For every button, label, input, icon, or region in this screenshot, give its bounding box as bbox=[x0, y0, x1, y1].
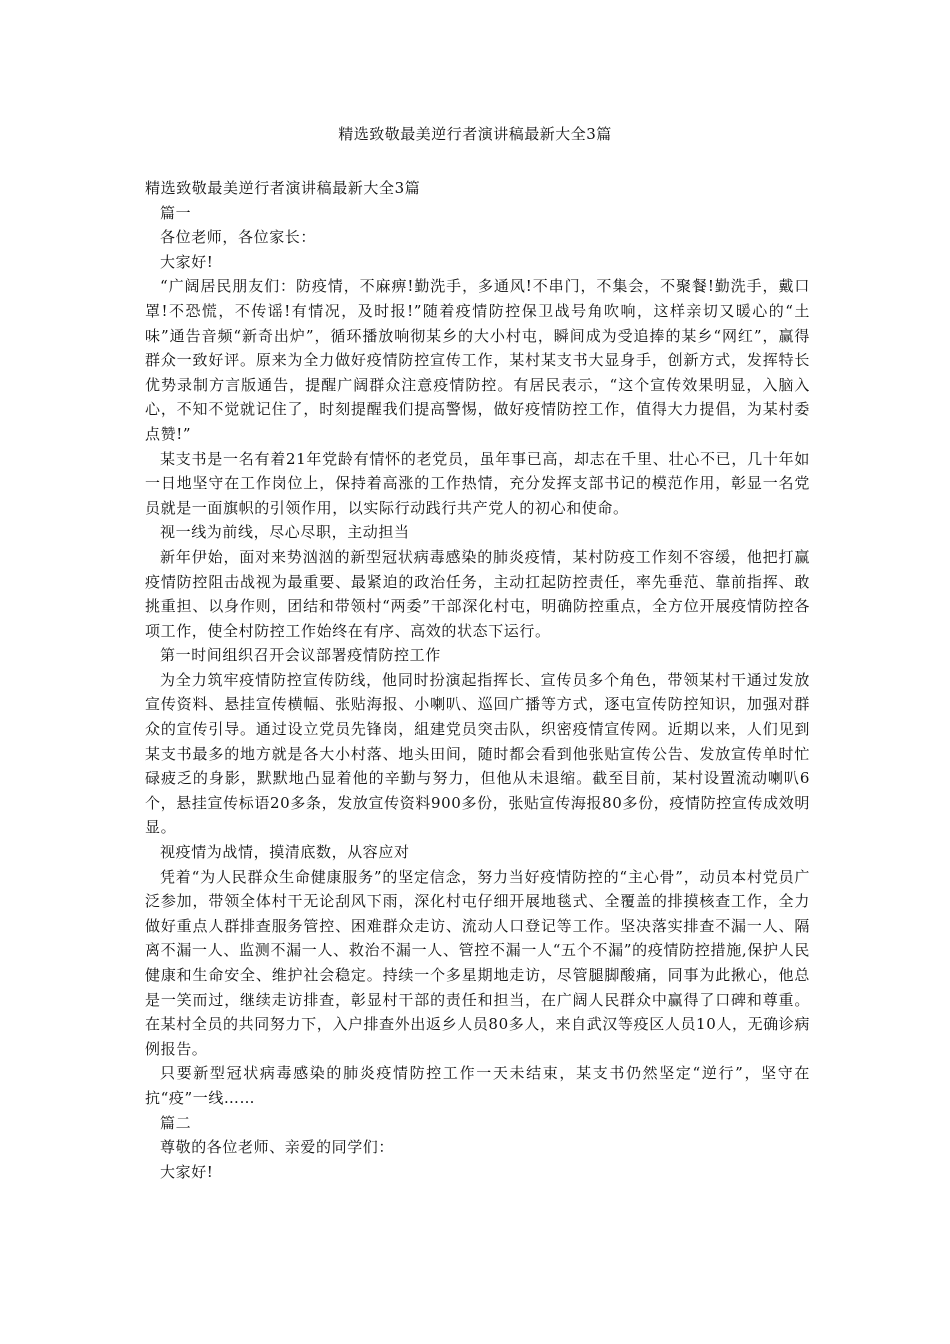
page-header-title: 精选致敬最美逆行者演讲稿最新大全3篇 bbox=[338, 125, 612, 143]
paragraph: 凭着“为人民群众生命健康服务”的坚定信念，努力当好疫情防控的“主心骨”，动员本村党员广泛参加，带领全体村干无论刮风下雨，深化村屯仔细开展地毯式、全覆盖的排摸核查工作，全力做好重点人群排查服务管控、困难群众走访、流动人口登记等工作。坚决落实排查不漏一人、隔离不漏一人、监测不漏一人、救治不漏一人、管控不漏一人“五个不漏”的疫情防控措施,保护人民健康和生命安全、维护社会稳定。持续一个多星期地走访，尽管腿脚酸痛，同事为此揪心，他总是一笑而过，继续走访排查，彰显村干部的责任和担当，在广阔人民群众中赢得了口碑和尊重。在某村全员的共同努力下，入户排查外出返乡人员80多人，来自武汉等疫区人员10人，无确诊病例报告。 bbox=[145, 867, 810, 1058]
paragraph: 某支书是一名有着21年党龄有情怀的老党员，虽年事已高，却志在千里、壮心不已，几十年如一日地坚守在工作岗位上，保持着高涨的工作热情，充分发挥支部书记的模范作用，彰显一名党员就是一面旗帜的引领作用，以实际行动践行共产党人的初心和使命。 bbox=[145, 449, 810, 517]
paragraph: 为全力筑牢疫情防控宣传防线，他同时扮演起指挥长、宣传员多个角色，带领某村干通过发放宣传资料、悬挂宣传横幅、张贴海报、小喇叭、巡回广播等方式，逐屯宣传防控知识，加强对群众的宣传引导。通过设立党员先锋岗，組建党员突击队，织密疫情宣传网。近期以来，人们见到某支书最多的地方就是各大小村落、地头田间，随时都会看到他张贴宣传公告、发放宣传单时忙碌疲乏的身影，默默地凸显着他的辛勤与努力，但他从未退缩。截至目前，某村设置流动喇叭6个，悬挂宣传标语20多条，发放宣传资料900多份，张贴宣传海报80多份，疫情防控宣传成效明显。 bbox=[145, 670, 810, 837]
paragraph: 只要新型冠状病毒感染的肺炎疫情防控工作一天未结束，某支书仍然坚定“逆行”，坚守在抗“疫”一线…… bbox=[145, 1064, 810, 1107]
document-body bbox=[145, 176, 810, 1184]
paragraph: 新年伊始，面对来势汹汹的新型冠状病毒感染的肺炎疫情，某村防疫工作刻不容缓，他把打赢疫情防控阻击战视为最重要、最紧迫的政治任务，主动扛起防控责任，率先垂范、靠前指挥、敢挑重担、以身作则，团结和带领村“两委”干部深化村屯，明确防控重点，全方位开展疫情防控各项工作，使全村防控工作始终在有序、高效的状态下运行。 bbox=[145, 547, 810, 640]
salutation: 尊敬的各位老师、亲爱的同学们： bbox=[160, 1138, 395, 1157]
section-heading-2: 篇二 bbox=[160, 1113, 192, 1132]
paragraph: “广阔居民朋友们：防疫情，不麻痹!勤洗手，多通风!不串门，不集会，不聚餐!勤洗手，戴口罩!不恐慌，不传谣!有情况，及时报!”随着疫情防控保卫战号角吹响，这样亲切又暖心的“土味”通告音频“新奇出炉”，循环播放响彻某乡的大小村屯，瞬间成为受追捧的某乡“网红”，赢得群众一致好评。原来为全力做好疫情防控宣传工作，某村某支书大显身手，创新方式，发挥特长优势录制方言版通告，提醒广阔群众注意疫情防控。有居民表示，“这个宣传效果明显，入脑入心，不知不觉就记住了，时刻提醒我们提高警惕，做好疫情防控工作，值得大力提倡，为某村委点赞!” bbox=[145, 277, 810, 443]
subheading: 第一时间组织召开会议部署疫情防控工作 bbox=[160, 646, 441, 665]
greeting: 大家好! bbox=[160, 252, 214, 271]
greeting: 大家好! bbox=[160, 1162, 214, 1181]
salutation: 各位老师，各位家长： bbox=[160, 228, 317, 247]
subheading: 视疫情为战情，摸清底数，从容应对 bbox=[160, 843, 410, 862]
section-heading-1: 篇一 bbox=[160, 203, 192, 222]
document-title: 精选致敬最美逆行者演讲稿最新大全3篇 bbox=[145, 179, 421, 197]
subheading: 视一线为前线，尽心尽职，主动担当 bbox=[160, 523, 410, 542]
